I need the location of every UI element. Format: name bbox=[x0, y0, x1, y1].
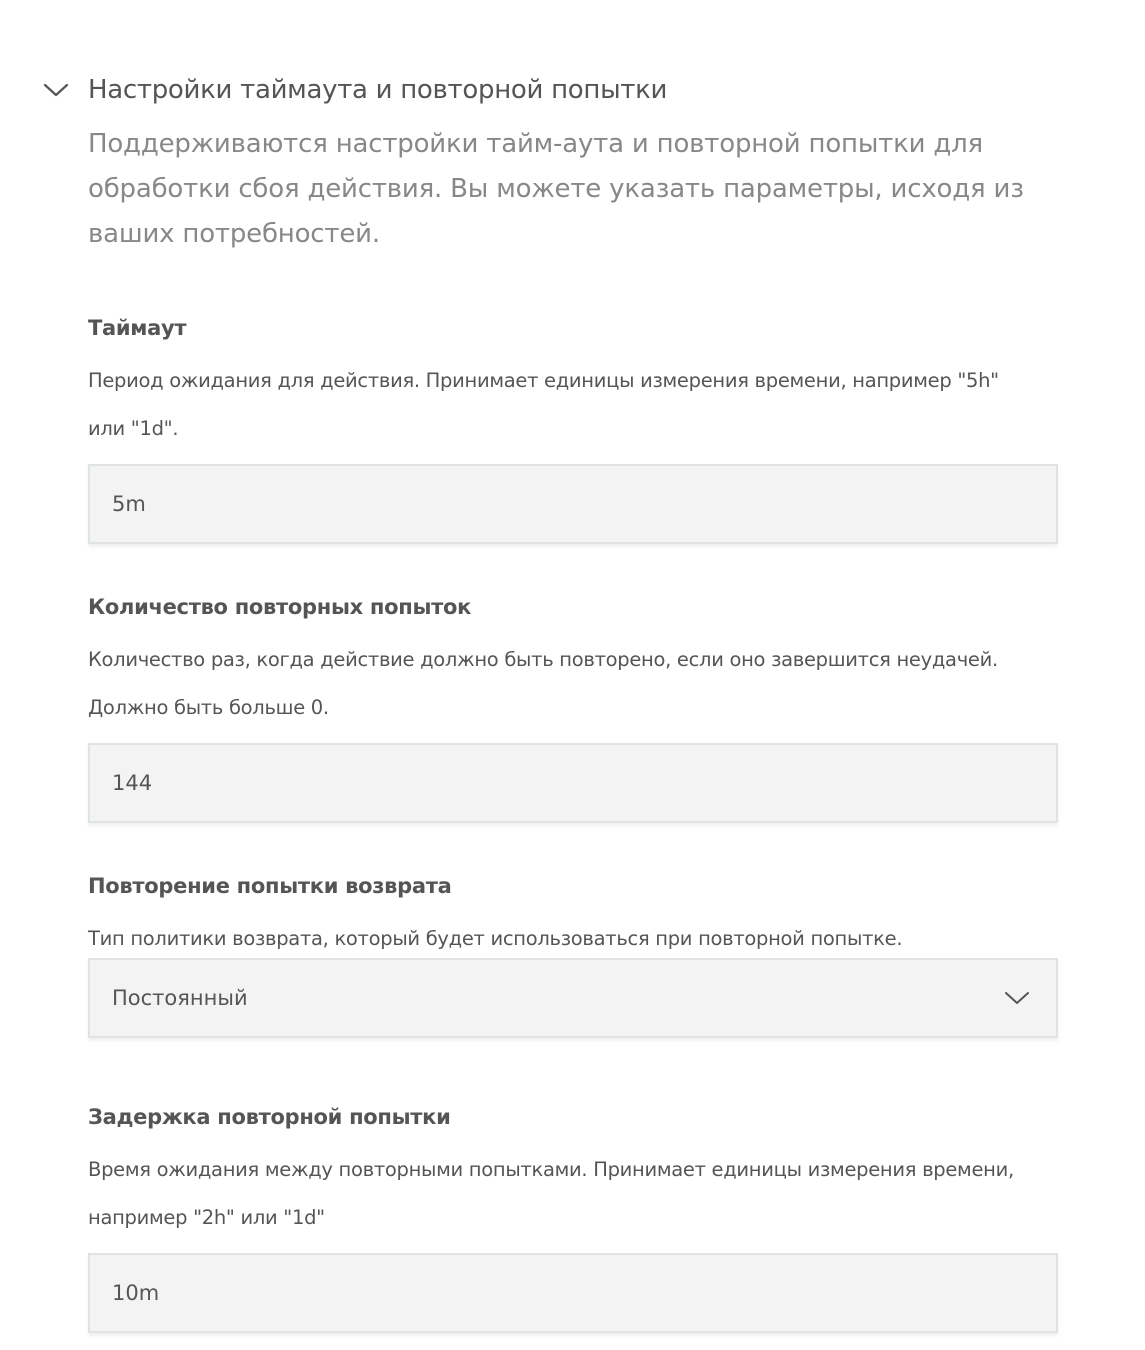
timeout-field bbox=[88, 313, 1058, 544]
retry-count-field bbox=[88, 592, 1058, 823]
section-description: Поддерживаются настройки тайм-аута и повторной попытки для обработки сбоя действия. Вы можете указать параметры, исходя из ваших потребностей. bbox=[88, 129, 1024, 249]
timeout-label: Таймаут bbox=[88, 316, 187, 340]
retry-backoff-selected-value: Постоянный bbox=[112, 986, 248, 1010]
retry-count-help: Количество раз, когда действие должно быть повторено, если оно завершится неудачей. Должно быть больше 0. bbox=[88, 648, 998, 719]
section-toggle-timeout-retry[interactable] bbox=[40, 74, 667, 106]
retry-delay-help: Время ожидания между повторными попытками. Принимает единицы измерения времени, например "2h" или "1d" bbox=[88, 1158, 1014, 1229]
timeout-help: Период ожидания для действия. Принимает единицы измерения времени, например "5h" или "1d". bbox=[88, 369, 999, 440]
chevron-down-icon[interactable] bbox=[1002, 983, 1032, 1013]
retry-delay-input[interactable] bbox=[88, 1253, 1058, 1333]
section-title: Настройки таймаута и повторной попытки bbox=[88, 75, 668, 105]
retry-backoff-select[interactable] bbox=[88, 958, 1058, 1038]
retry-count-input[interactable] bbox=[88, 743, 1058, 823]
retry-backoff-label: Повторение попытки возврата bbox=[88, 874, 452, 898]
chevron-down-icon[interactable] bbox=[40, 74, 72, 106]
retry-backoff-help: Тип политики возврата, который будет использоваться при повторной попытке. bbox=[88, 927, 903, 950]
timeout-input[interactable] bbox=[88, 464, 1058, 544]
retry-delay-label: Задержка повторной попытки bbox=[88, 1105, 451, 1129]
retry-count-label: Количество повторных попыток bbox=[88, 595, 472, 619]
retry-backoff-field bbox=[88, 871, 1058, 1038]
retry-delay-field bbox=[88, 1102, 1058, 1333]
